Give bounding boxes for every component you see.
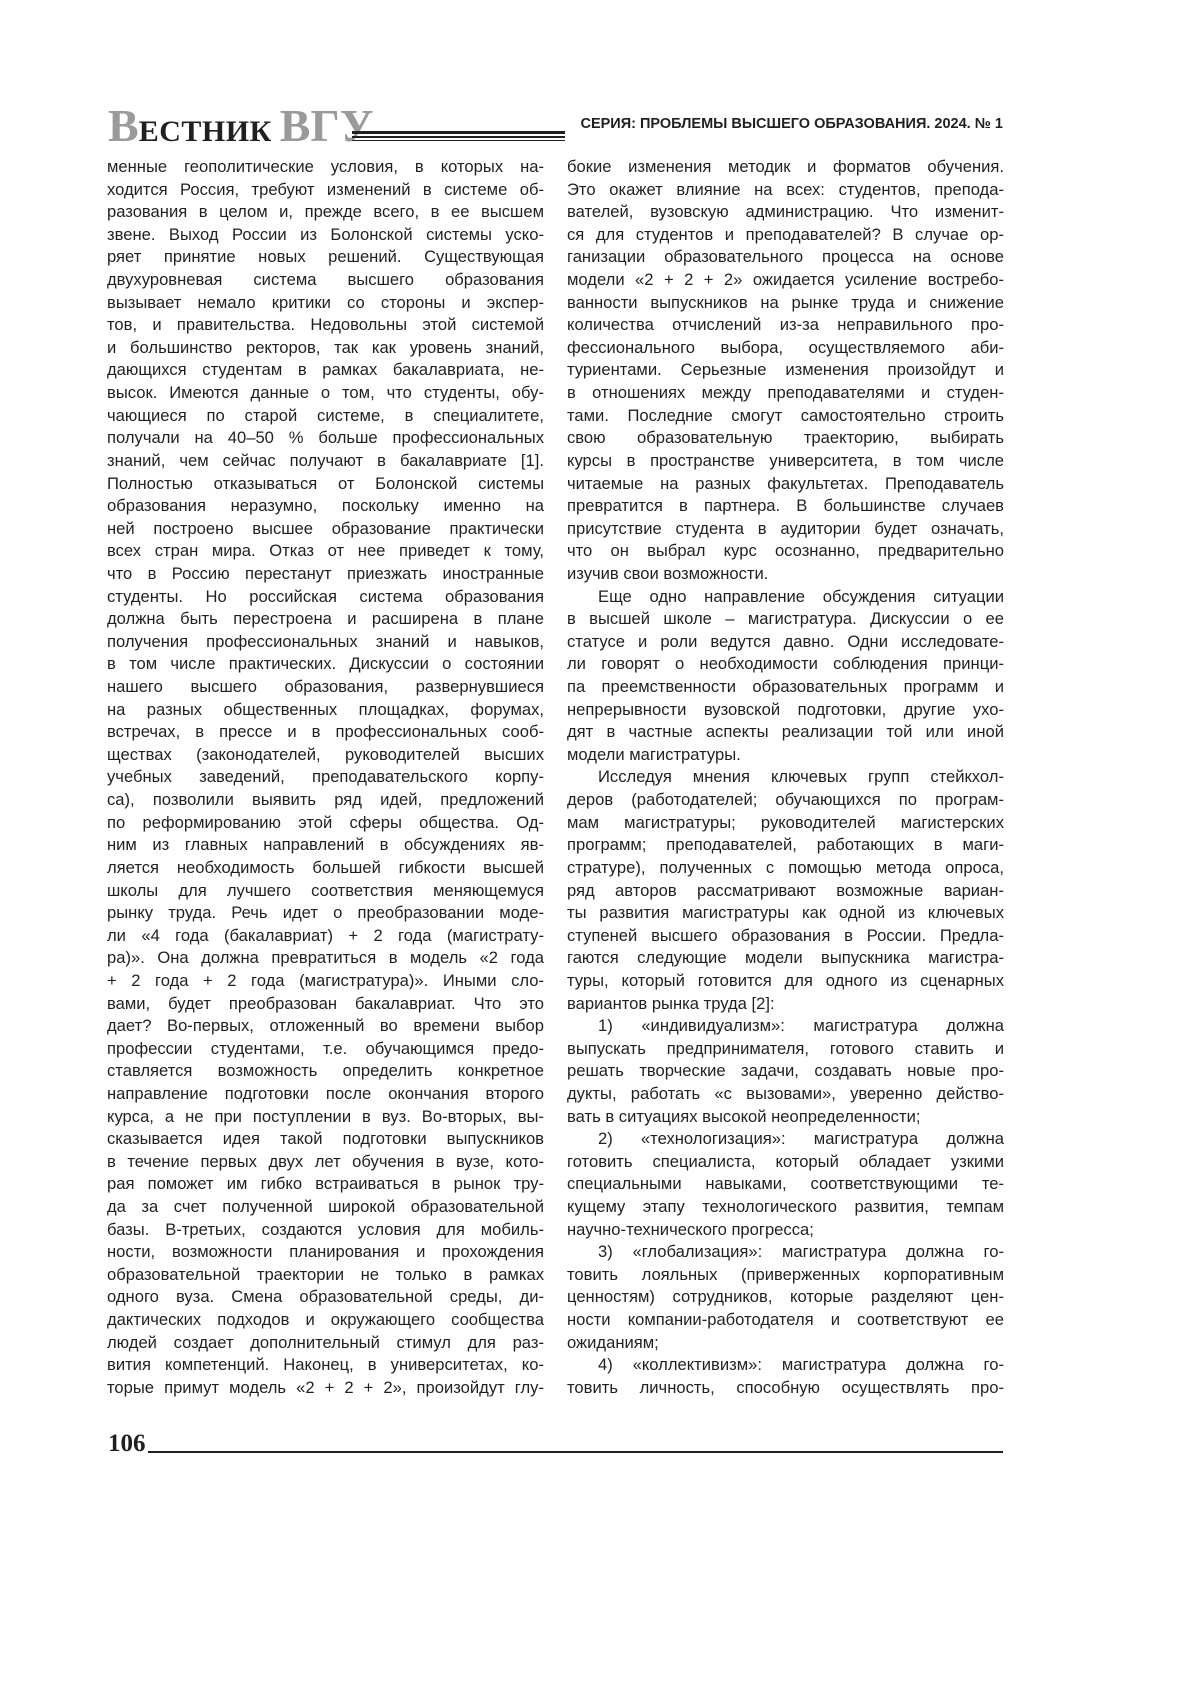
text-line: готовить специалиста, который обладает узкими bbox=[567, 1151, 1004, 1174]
text-line: встречах, в прессе и в профессиональных сооб- bbox=[107, 721, 544, 744]
paragraph bbox=[107, 156, 544, 1400]
text-line: профессии студентами, т.е. обучающимся предо- bbox=[107, 1038, 544, 1061]
text-line: в течение первых двух лет обучения в вузе, кото- bbox=[107, 1151, 544, 1174]
text-line: дает? Во-первых, отложенный во времени выбор bbox=[107, 1015, 544, 1038]
text-line: рая поможет им гибко встраиваться в рынок тру- bbox=[107, 1173, 544, 1196]
text-line: да за счет полученной широкой образовательной bbox=[107, 1196, 544, 1219]
text-line: тов, и правительства. Недовольны этой системой bbox=[107, 314, 544, 337]
text-line: направление подготовки после окончания второго bbox=[107, 1083, 544, 1106]
paragraph bbox=[567, 1241, 1004, 1354]
text-line: Еще одно направление обсуждения ситуации bbox=[567, 586, 1004, 609]
text-line: рынку труда. Речь идет о преобразовании моде- bbox=[107, 902, 544, 925]
text-line: по реформированию этой сферы общества. Од- bbox=[107, 812, 544, 835]
text-line: товить личность, способную осуществлять про- bbox=[567, 1377, 1004, 1400]
text-line: должна быть перестроена и расширена в плане bbox=[107, 608, 544, 631]
text-line: статусе и роли ведутся давно. Одни исследовате- bbox=[567, 631, 1004, 654]
text-line: количества отчислений из-за неправильного про- bbox=[567, 314, 1004, 337]
text-line: ступеней высшего образования в России. Предла- bbox=[567, 925, 1004, 948]
paragraph bbox=[567, 586, 1004, 767]
text-line: ности компании-работодателя и соответствуют ее bbox=[567, 1309, 1004, 1332]
text-line: вариантов рынка труда [2]: bbox=[567, 993, 1004, 1016]
text-line: решать творческие задачи, создавать новые про- bbox=[567, 1060, 1004, 1083]
text-line: менные геополитические условия, в которых на- bbox=[107, 156, 544, 179]
text-line: фессионального выбора, осуществляемого аби- bbox=[567, 337, 1004, 360]
text-line: что он выбрал курс осознанно, предварительно bbox=[567, 540, 1004, 563]
text-line: непрерывности вузовской подготовки, другие ухо- bbox=[567, 699, 1004, 722]
text-line: тами. Последние смогут самостоятельно строить bbox=[567, 405, 1004, 428]
text-line: дукты, работать «с вызовами», уверенно действо- bbox=[567, 1083, 1004, 1106]
text-line: 3) «глобализация»: магистратура должна го- bbox=[567, 1241, 1004, 1264]
logo-initial: В bbox=[108, 100, 139, 151]
text-line: дят в частные аспекты реализации той или иной bbox=[567, 721, 1004, 744]
text-line: ценностям) сотрудников, которые разделяют цен- bbox=[567, 1286, 1004, 1309]
text-line: на разных общественных площадках, форумах, bbox=[107, 699, 544, 722]
text-line: людей создает дополнительный стимул для раз- bbox=[107, 1332, 544, 1355]
text-line: дактических подходов и окружающего сообщества bbox=[107, 1309, 544, 1332]
text-line: модели «2 + 2 + 2» ожидается усиление востребо- bbox=[567, 269, 1004, 292]
text-line: ряет принятие новых решений. Существующая bbox=[107, 246, 544, 269]
text-line: вателей, вузовскую администрацию. Что изменит- bbox=[567, 201, 1004, 224]
text-line: 2) «технологизация»: магистратура должна bbox=[567, 1128, 1004, 1151]
paragraph bbox=[567, 1354, 1004, 1399]
text-line: торые примут модель «2 + 2 + 2», произойдут глу- bbox=[107, 1377, 544, 1400]
text-line: модели магистратуры. bbox=[567, 744, 1004, 767]
text-line: туриентами. Серьезные изменения произойдут и bbox=[567, 359, 1004, 382]
text-line: получали на 40–50 % больше профессиональных bbox=[107, 427, 544, 450]
page-footer bbox=[108, 1430, 1003, 1460]
logo-vgu: ВГУ bbox=[280, 100, 374, 151]
text-line: свою образовательную траекторию, выбирать bbox=[567, 427, 1004, 450]
text-line: студенты. Но российская система образования bbox=[107, 586, 544, 609]
text-line: ра)». Она должна превратиться в модель «2 года bbox=[107, 947, 544, 970]
paragraph bbox=[567, 766, 1004, 1015]
text-line: + 2 года + 2 года (магистратура)». Иными сло- bbox=[107, 970, 544, 993]
text-line: что в Россию перестанут приезжать иностранные bbox=[107, 563, 544, 586]
page-number: 106 bbox=[108, 1430, 146, 1458]
text-line: ли говорят о необходимости соблюдения принци- bbox=[567, 653, 1004, 676]
text-line: деров (работодателей; обучающихся по програм- bbox=[567, 789, 1004, 812]
text-line: ляется необходимость большей гибкости высшей bbox=[107, 857, 544, 880]
text-line: са), позволили выявить ряд идей, предложений bbox=[107, 789, 544, 812]
text-line: изучив свои возможности. bbox=[567, 563, 1004, 586]
series-title: СЕРИЯ: ПРОБЛЕМЫ ВЫСШЕГО ОБРАЗОВАНИЯ. 2024. № 1 bbox=[580, 116, 1003, 132]
text-line: учебных заведений, преподавательского корпу- bbox=[107, 766, 544, 789]
text-line: курсы в пространстве университета, в том числе bbox=[567, 450, 1004, 473]
text-line: звене. Выход России из Болонской системы уско- bbox=[107, 224, 544, 247]
text-line: гаются следующие модели выпускника магистра- bbox=[567, 947, 1004, 970]
text-line: образования неразумно, поскольку именно на bbox=[107, 495, 544, 518]
text-column-right bbox=[567, 156, 1004, 1400]
text-line: ставляется возможность определить конкретное bbox=[107, 1060, 544, 1083]
paragraph bbox=[567, 1015, 1004, 1128]
text-line: в том числе практических. Дискуссии о состоянии bbox=[107, 653, 544, 676]
text-line: курса, а не при поступлении в вуз. Во-вторых, вы- bbox=[107, 1106, 544, 1129]
text-line: ли «4 года (бакалавриат) + 2 года (магистрату- bbox=[107, 925, 544, 948]
paragraph bbox=[567, 156, 1004, 586]
text-line: па преемственности образовательных программ и bbox=[567, 676, 1004, 699]
text-line: вами, будет преобразован бакалавриат. Что это bbox=[107, 993, 544, 1016]
text-line: нашего высшего образования, развернувшиеся bbox=[107, 676, 544, 699]
text-line: и большинство ректоров, так как уровень знаний, bbox=[107, 337, 544, 360]
text-column-left bbox=[107, 156, 544, 1400]
text-line: ванности выпускников на рынке труда и снижение bbox=[567, 292, 1004, 315]
text-line: специальными навыками, соответствующими те- bbox=[567, 1173, 1004, 1196]
text-line: туры, который готовится для одного из сценарных bbox=[567, 970, 1004, 993]
text-line: Исследуя мнения ключевых групп стейкхол- bbox=[567, 766, 1004, 789]
text-line: высок. Имеются данные о том, что студенты, обу- bbox=[107, 382, 544, 405]
text-line: ся для студентов и преподавателей? В случае ор- bbox=[567, 224, 1004, 247]
text-line: образовательной траектории не только в рамках bbox=[107, 1264, 544, 1287]
footer-rule bbox=[148, 1451, 1003, 1453]
text-line: стратуре), полученных с помощью метода опроса, bbox=[567, 857, 1004, 880]
text-line: ходится Россия, требуют изменений в системе об- bbox=[107, 179, 544, 202]
text-line: ожиданиям; bbox=[567, 1332, 1004, 1355]
text-line: превратится в партнера. В большинстве случаев bbox=[567, 495, 1004, 518]
header-rule bbox=[352, 131, 565, 143]
text-line: вызывает немало критики со стороны и экспер- bbox=[107, 292, 544, 315]
text-line: Это окажет влияние на всех: студентов, препода- bbox=[567, 179, 1004, 202]
logo-text: ЕСТНИК bbox=[139, 115, 272, 148]
text-line: мам магистратуры; руководителей магистерских bbox=[567, 812, 1004, 835]
text-line: выпускать предпринимателя, готового ставить и bbox=[567, 1038, 1004, 1061]
text-line: ганизации образовательного процесса на основе bbox=[567, 246, 1004, 269]
text-line: кущему этапу технологического развития, темпам bbox=[567, 1196, 1004, 1219]
text-line: чающиеся по старой системе, в специалитете, bbox=[107, 405, 544, 428]
text-line: программ; преподавателей, работающих в маги- bbox=[567, 834, 1004, 857]
text-line: Полностью отказываться от Болонской системы bbox=[107, 473, 544, 496]
text-line: одного вуза. Смена образовательной среды, ди- bbox=[107, 1286, 544, 1309]
text-line: в отношениях между преподавателями и студен- bbox=[567, 382, 1004, 405]
text-line: бокие изменения методик и форматов обучения. bbox=[567, 156, 1004, 179]
text-line: сказывается идея такой подготовки выпускников bbox=[107, 1128, 544, 1151]
text-line: в высшей школе – магистратура. Дискуссии о ее bbox=[567, 608, 1004, 631]
text-line: базы. В-третьих, создаются условия для мобиль- bbox=[107, 1219, 544, 1242]
text-line: ряд авторов рассматривают возможные вариан- bbox=[567, 880, 1004, 903]
text-line: ности, возможности планирования и прохождения bbox=[107, 1241, 544, 1264]
text-line: всех стран мира. Отказ от нее приведет к тому, bbox=[107, 540, 544, 563]
text-line: присутствие студента в аудитории будет означать, bbox=[567, 518, 1004, 541]
text-line: ней построено высшее образование практически bbox=[107, 518, 544, 541]
text-line: дающихся студентам в рамках бакалавриата, не- bbox=[107, 359, 544, 382]
text-line: ты развития магистратуры как одной из ключевых bbox=[567, 902, 1004, 925]
text-line: ним из главных направлений в обсуждениях яв- bbox=[107, 834, 544, 857]
running-header bbox=[108, 104, 1003, 148]
text-line: разования в целом и, прежде всего, в ее высшем bbox=[107, 201, 544, 224]
journal-logo bbox=[108, 104, 374, 159]
text-line: читаемые на разных факультетах. Преподаватель bbox=[567, 473, 1004, 496]
text-line: научно-технического прогресса; bbox=[567, 1219, 1004, 1242]
text-line: 1) «индивидуализм»: магистратура должна bbox=[567, 1015, 1004, 1038]
text-line: вать в ситуациях высокой неопределенности; bbox=[567, 1106, 1004, 1129]
text-line: 4) «коллективизм»: магистратура должна го- bbox=[567, 1354, 1004, 1377]
text-line: получения профессиональных знаний и навыков, bbox=[107, 631, 544, 654]
text-line: товить лояльных (приверженных корпоративным bbox=[567, 1264, 1004, 1287]
text-line: знаний, чем сейчас получают в бакалавриате [1]. bbox=[107, 450, 544, 473]
text-line: школы для лучшего соответствия меняющемуся bbox=[107, 880, 544, 903]
text-line: ществах (законодателей, руководителей высших bbox=[107, 744, 544, 767]
text-line: вития компетенций. Наконец, в университетах, ко- bbox=[107, 1354, 544, 1377]
text-line: двухуровневая система высшего образования bbox=[107, 269, 544, 292]
paragraph bbox=[567, 1128, 1004, 1241]
